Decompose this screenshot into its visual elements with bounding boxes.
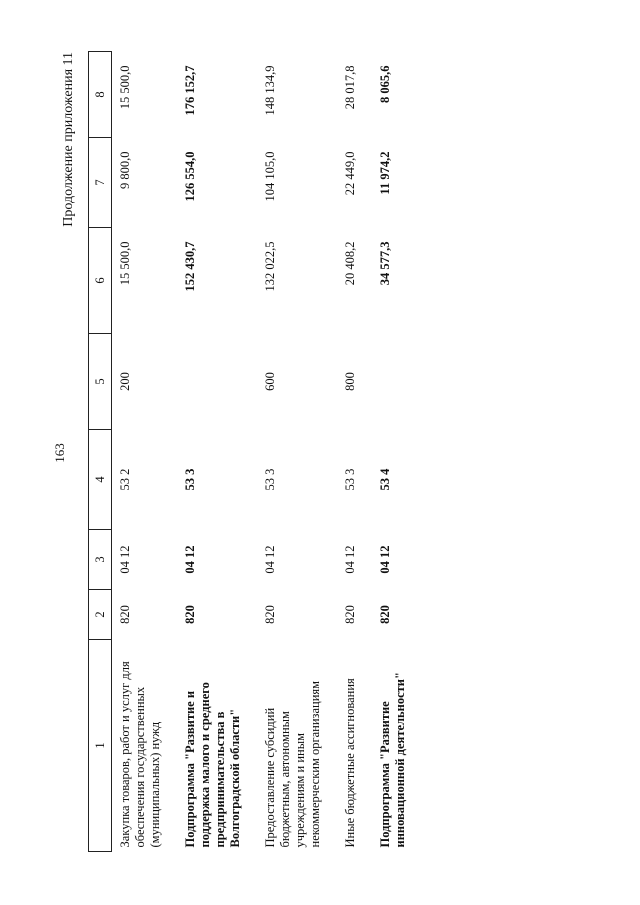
cell-col6: 20 408,2 [343,241,357,286]
cell-col6: 152 430,7 [183,241,197,292]
row-name: Подпрограмма "Развитие инновационной деятельности" [378,672,407,848]
column-header: 4 [89,430,112,530]
cell-col2: 820 [343,605,357,624]
row-name: Закупка товаров, работ и услуг для обеспечения государственных (муниципальных) нужд [118,661,162,848]
continuation-caption: Продолжение приложения 11 [61,52,76,227]
row-name: Иные бюджетные ассигнования [343,678,357,848]
cell-col3: 04 12 [263,545,277,574]
cell-col4: 53 3 [263,468,277,491]
cell-col5 [177,334,257,430]
cell-col8: 15 500,0 [118,65,132,110]
table-row [112,52,178,852]
cell-col3: 04 12 [343,545,357,574]
cell-col2: 820 [263,605,277,624]
cell-col8: 176 152,7 [183,65,197,116]
cell-col3: 04 12 [378,545,392,574]
row-name: Подпрограмма "Развитие и поддержка малого и среднего предпринимательства в Волгоградской области" [183,682,242,848]
cell-col5 [372,334,422,430]
cell-col8: 8 065,6 [378,65,392,103]
table-row [337,52,372,852]
column-header: 1 [89,640,112,852]
cell-col8: 148 134,9 [263,65,277,116]
cell-col4: 53 2 [118,468,132,491]
cell-col2: 820 [183,605,197,624]
rotated-table-block [58,52,528,852]
header-row [89,52,112,852]
cell-col2: 820 [378,605,392,624]
cell-col2: 820 [118,605,132,624]
row-name: Предоставление субсидий бюджетным, автономным учреждениям и иным некоммерческим организациям [263,680,322,848]
cell-col5: 200 [118,372,132,391]
column-header: 2 [89,590,112,640]
budget-table [88,51,422,852]
cell-col7: 11 974,2 [378,151,392,195]
cell-col6: 132 022,5 [263,241,277,292]
cell-col4: 53 3 [343,468,357,491]
cell-col4: 53 4 [378,468,392,491]
cell-col5: 600 [263,372,277,391]
table-row [177,52,257,852]
table-row [372,52,422,852]
cell-col6: 34 577,3 [378,241,392,286]
cell-col7: 22 449,0 [343,151,357,196]
page-number: 163 [52,443,67,463]
column-header: 6 [89,228,112,334]
column-header: 8 [89,52,112,138]
column-header: 3 [89,530,112,590]
cell-col7: 104 105,0 [263,151,277,202]
table-row [257,52,337,852]
cell-col3: 04 12 [118,545,132,574]
cell-col7: 126 554,0 [183,151,197,202]
column-header: 5 [89,334,112,430]
cell-col5: 800 [343,372,357,391]
cell-col6: 15 500,0 [118,241,132,286]
cell-col7: 9 800,0 [118,151,132,189]
cell-col4: 53 3 [183,468,197,491]
cell-col3: 04 12 [183,545,197,574]
cell-col8: 28 017,8 [343,65,357,110]
column-header: 7 [89,138,112,228]
